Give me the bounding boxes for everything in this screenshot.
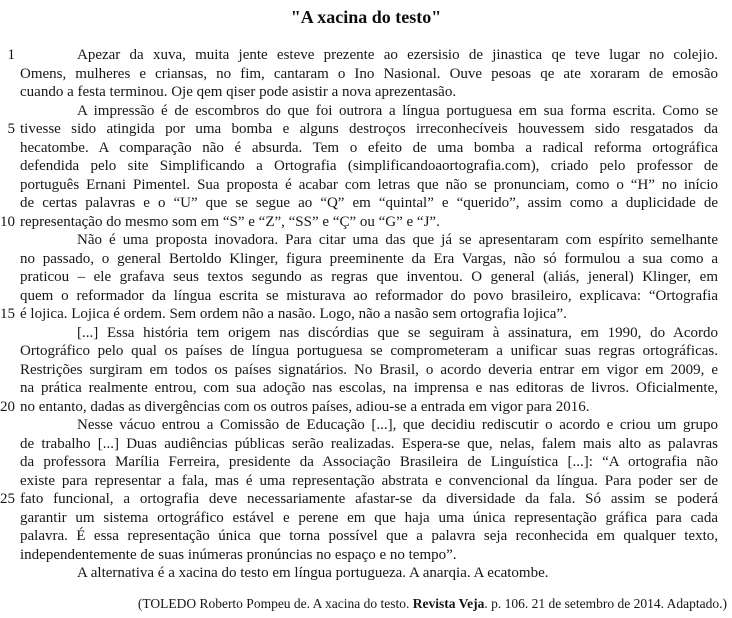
text-line xyxy=(20,509,718,528)
citation-author-part: (TOLEDO Roberto Pompeu de. A xacina do testo. xyxy=(137,595,413,611)
line-text: da professora Marília Ferreira, presidente da Associação Brasileira de Linguística [...]: “A ortografia não xyxy=(20,454,718,470)
text-line xyxy=(20,379,718,398)
text-line xyxy=(7,46,718,65)
text-line xyxy=(20,231,718,250)
line-text: Ortográfico pelo qual os países de língua portuguesa se comprometeram a unificar suas regras ortográficas. xyxy=(20,343,718,359)
line-text: [...] Essa história tem origem nas discórdias que se seguiram à assinatura, em 1990, do Acordo xyxy=(77,324,718,341)
line-number: 5 xyxy=(7,121,15,137)
citation-source: Revista Veja xyxy=(412,595,485,611)
citation-details: . p. 106. 21 de setembro de 2014. Adaptado.) xyxy=(484,595,727,611)
line-text: cuando a festa terminou. Oje qem qiser pode asistir a nova aprezentasão. xyxy=(20,84,457,100)
line-text: garantir um sistema ortográfico estável e perene em que haja uma única representação gráfica para cada xyxy=(20,509,718,526)
text-line xyxy=(20,453,718,472)
line-text: português Ernani Pimentel. Sua proposta é acabar com letras que não se pronunciam, como o “H” no início xyxy=(20,176,718,193)
line-text: de trabalho [...] Duas audiências públicas serão realizadas. Espera-se que, nelas, falem mais alto as palavras xyxy=(20,435,718,452)
document-title: "A xacina do testo" xyxy=(290,7,442,27)
line-text: Restrições surgiram em todos os países signatários. No Brasil, o acordo deveria entrar em vigor em 2009, e xyxy=(20,361,718,378)
line-text: representação do mesmo som em “S” e “Z”, “SS” e “Ç” ou “G” e “J”. xyxy=(20,213,440,230)
line-text: Nesse vácuo entrou a Comissão de Educação [...], que decidiu rediscutir o acordo e criou um grupo xyxy=(77,417,718,433)
text-line xyxy=(20,287,718,306)
line-text: Apezar da xuva, muita jente esteve prezente ao ezersisio de jinastica qe teve lugar no colejio. xyxy=(77,47,718,63)
line-text: tivesse sido atingida por uma bomba e alguns destroços irreconhecíveis houvessem sido resgatados da xyxy=(20,121,718,137)
text-line xyxy=(20,176,718,195)
line-text: Não é uma proposta inovadora. Para citar uma das que já se apresentaram com espírito semelhante xyxy=(77,232,718,248)
line-number: 25 xyxy=(0,491,15,507)
line-text: defendida pelo site Simplificando a Ortografia (simplificandoaortografia.com), criado pelo professor de xyxy=(20,158,718,174)
line-text: A impressão é de escombros do que foi outrora a língua portuguesa em sua forma escrita. Como se xyxy=(77,102,718,119)
text-line xyxy=(20,268,718,287)
line-text: hecatombe. A comparação não é absurda. Tem o efeito de uma bomba a radical reforma ortográfica xyxy=(20,139,718,156)
line-text: existe para representar a fala, mas é uma representação abstrata e convencional da língua. Para poder ser de xyxy=(20,472,718,489)
text-line xyxy=(20,342,718,361)
line-text: na prática realmente entrou, com sua adoção nas escolas, na imprensa e nas editoras de livros. Oficialmente, xyxy=(20,380,718,396)
line-text: palavra. É essa representação única que torna possível que a palavra seja reconhecida em qualquer texto, xyxy=(20,528,718,544)
line-text: de certas palavras e o “U” que se segue ao “Q” em “quintal” e “querido”, assim como a duplicidade de xyxy=(20,195,718,211)
line-number: 10 xyxy=(0,213,15,230)
line-text: Omens, mulheres e criansas, no fim, cantaram o Ino Nasional. Ouve pesoas qe ate xoraram de emosão xyxy=(20,65,718,82)
text-line xyxy=(20,102,718,121)
text-line xyxy=(20,546,718,565)
line-text: no passado, o general Bertoldo Klinger, figura preeminente da Era Vargas, não só formulou a sua como a xyxy=(20,250,718,267)
text-line xyxy=(20,139,718,158)
text-line xyxy=(20,416,718,435)
line-number: 20 xyxy=(0,398,15,415)
text-line xyxy=(20,527,718,546)
line-text: fato funcional, a ortografia deve necessariamente afastar-se da diversidade da fala. Só assim se poderá xyxy=(20,491,718,507)
line-text: é lojica. Lojica é ordem. Sem ordem não a nasão. Logo, não a nasão sem ortografia lojica”. xyxy=(20,306,567,322)
line-text: A alternativa é a xacina do testo em língua portugueza. A anarqia. A ecatombe. xyxy=(77,565,549,581)
text-line xyxy=(20,472,718,491)
text-line xyxy=(7,120,718,139)
text-line xyxy=(20,157,718,176)
text-line xyxy=(20,564,718,583)
text-line xyxy=(20,65,718,84)
line-text: no entanto, dadas as divergências com os outros países, adiou-se a entrada em vigor para 2016. xyxy=(20,398,590,415)
text-line xyxy=(0,213,718,232)
text-line xyxy=(20,324,718,343)
line-text: independentemente de suas inúmeras pronúncias no espaço e no tempo”. xyxy=(20,546,457,563)
text-line xyxy=(20,194,718,213)
line-text: quem o reformador da língua escrita se misturava ao reformador do povo brasileiro, explicava: “Ortografia xyxy=(20,287,718,304)
text-line xyxy=(20,435,718,454)
text-line xyxy=(0,490,718,509)
text-line xyxy=(0,305,718,324)
citation xyxy=(0,596,732,612)
text-line xyxy=(20,361,718,380)
text-line xyxy=(0,398,718,417)
line-text: praticou – ele grafava seus textos segundo as regras que inventou. O general (aliás, jeneral) Klinger, em xyxy=(20,269,718,285)
text-body xyxy=(0,46,718,583)
line-number: 1 xyxy=(7,47,15,63)
text-line xyxy=(20,83,718,102)
line-number: 15 xyxy=(0,306,15,322)
text-line xyxy=(20,250,718,269)
